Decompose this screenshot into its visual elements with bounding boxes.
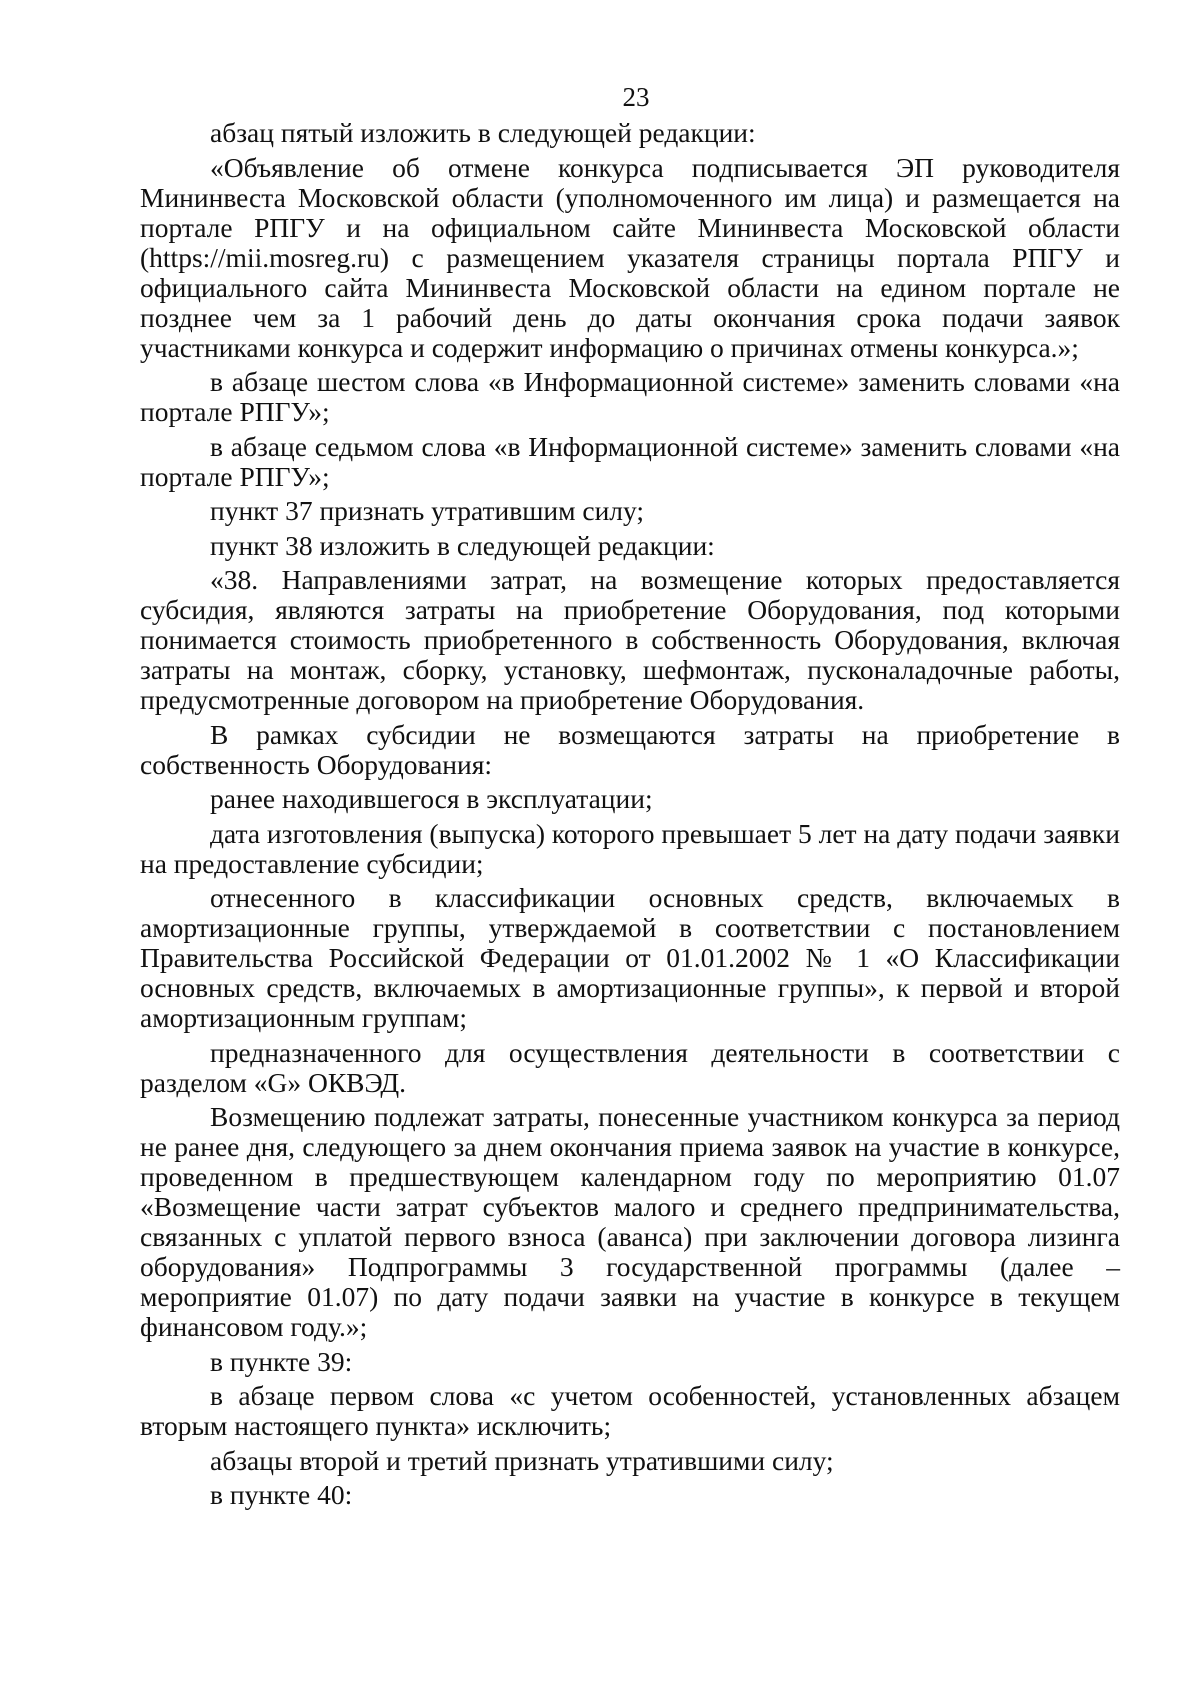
paragraph: в абзаце первом слова «с учетом особенностей, установленных абзацем вторым настоящего пункта» исключить; (140, 1380, 1120, 1441)
paragraph: В рамках субсидии не возмещаются затраты на приобретение в собственность Оборудования: (140, 718, 1120, 780)
paragraph: «38. Направлениями затрат, на возмещение которых предоставляется субсидия, являются затраты на приобретение Оборудования, под которыми понимается стоимость приобретенного в собственность Оборудования, включая затраты на монтаж, сборку, установку, шефмонтаж, пусконаладочные работы, предусмотренные договором на приобретение Оборудования. (140, 564, 1120, 715)
paragraph: абзац пятый изложить в следующей редакции: (210, 117, 756, 148)
paragraph: «Объявление об отмене конкурса подписывается ЭП руководителя Мининвеста Московской области (уполномоченного им лица) и размещается на портале РПГУ и на официальном сайте Мининвеста Московской области (https://mii.mosreg.ru) с размещением указателя страницы портала РПГУ и официального сайта Мининвеста Московской области на едином портале не позднее чем за 1 рабочий день до даты окончания срока подачи заявок участниками конкурса и содержит информацию о причинах отмены конкурса.»; (140, 151, 1120, 363)
paragraph: дата изготовления (выпуска) которого превышает 5 лет на дату подачи заявки на предоставление субсидии; (140, 817, 1120, 879)
paragraph: абзацы второй и третий признать утратившими силу; (210, 1444, 834, 1476)
paragraph: в пункте 40: (210, 1479, 353, 1510)
page-number: 23 (622, 82, 650, 112)
paragraph: пункт 38 изложить в следующей редакции: (210, 529, 715, 561)
paragraph: ранее находившегося в эксплуатации; (210, 783, 653, 814)
paragraph: в абзаце седьмом слова «в Информационной системе» заменить словами «на портале РПГУ»; (140, 430, 1120, 492)
paragraph: пункт 37 признать утратившим силу; (210, 495, 645, 526)
paragraph: предназначенного для осуществления деятельности в соответствии с разделом «G» ОКВЭД. (140, 1036, 1120, 1098)
paragraph: в абзаце шестом слова «в Информационной системе» заменить словами «на портале РПГУ»; (140, 366, 1120, 427)
paragraph: в пункте 39: (210, 1345, 353, 1377)
paragraph: Возмещению подлежат затраты, понесенные участником конкурса за период не ранее дня, следующего за днем окончания приема заявок на участие в конкурсе, проведенном в предшествующем календарном году по мероприятию 01.07 «Возмещение части затрат субъектов малого и среднего предпринимательства, связанных с уплатой первого взноса (аванса) при заключении договора лизинга оборудования» Подпрограммы 3 государственной программы (далее – мероприятие 01.07) по дату подачи заявки на участие в конкурсе в текущем финансовом году.»; (140, 1101, 1120, 1342)
paragraph: отнесенного в классификации основных средств, включаемых в амортизационные группы, утверждаемой в соответствии с постановлением Правительства Российской Федерации от 01.01.2002 № 1 «О Классификации основных средств, включаемых в амортизационные группы», к первой и второй амортизационным группам; (140, 882, 1120, 1033)
document-body (140, 118, 1120, 1515)
